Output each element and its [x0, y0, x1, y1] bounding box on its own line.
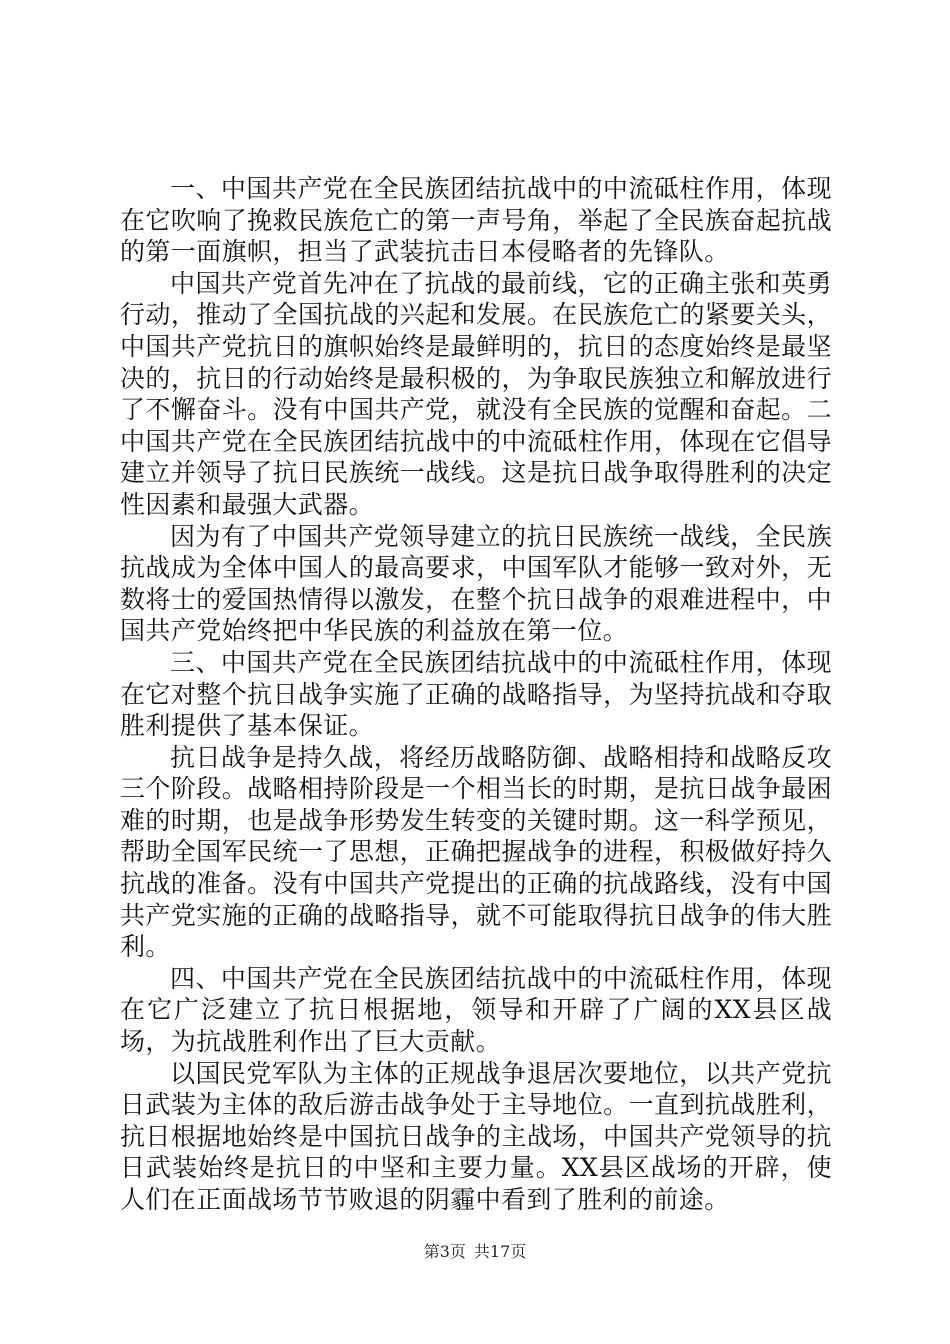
page-total: 共17页 — [473, 1242, 527, 1261]
page-footer — [0, 1242, 950, 1262]
paragraph: 因为有了中国共产党领导建立的抗日民族统一战线，全民族抗战成为全体中国人的最高要求，中国军队才能够一致对外，无数将士的爱国热情得以激发，在整个抗日战争的艰难进程中，中国共产党始终把中华民族的利益放在第一位。 — [120, 521, 832, 646]
paragraph: 一、中国共产党在全民族团结抗战中的中流砥柱作用，体现在它吹响了挽救民族危亡的第一声号角，举起了全民族奋起抗战的第一面旗帜，担当了武装抗击日本侵略者的先锋队。 — [120, 174, 832, 267]
page-number: 第3页 — [423, 1242, 466, 1261]
paragraph: 四、中国共产党在全民族团结抗战中的中流砥柱作用，体现在它广泛建立了抗日根据地，领导和开辟了广阔的XX县区战场，为抗战胜利作出了巨大贡献。 — [120, 963, 832, 1057]
paragraph: 三、中国共产党在全民族团结抗战中的中流砥柱作用，体现在它对整个抗日战争实施了正确的战略指导，为坚持抗战和夺取胜利提供了基本保证。 — [120, 647, 832, 741]
document-body — [120, 173, 832, 1216]
paragraph: 以国民党军队为主体的正规战争退居次要地位，以共产党抗日武装为主体的敌后游击战争处于主导地位。一直到抗战胜利，抗日根据地始终是中国抗日战争的主战场，中国共产党领导的抗日武装始终是抗日的中坚和主要力量。XX县区战场的开辟，使人们在正面战场节节败退的阴霾中看到了胜利的前途。 — [120, 1058, 832, 1214]
paragraph: 中国共产党首先冲在了抗战的最前线，它的正确主张和英勇行动，推动了全国抗战的兴起和发展。在民族危亡的紧要关头，中国共产党抗日的旗帜始终是最鲜明的，抗日的态度始终是最坚决的，抗日的行动始终是最积极的，为争取民族独立和解放进行了不懈奋斗。没有中国共产党，就没有全民族的觉醒和奋起。二中国共产党在全民族团结抗战中的中流砥柱作用，体现在它倡导建立并领导了抗日民族统一战线。这是抗日战争取得胜利的决定性因素和最强大武器。 — [120, 268, 832, 519]
paragraph: 抗日战争是持久战，将经历战略防御、战略相持和战略反攻三个阶段。战略相持阶段是一个相当长的时期，是抗日战争最困难的时期，也是战争形势发生转变的关键时期。这一科学预见，帮助全国军民统一了思想，正确把握战争的进程，积极做好持久抗战的准备。没有中国共产党提出的正确的抗战路线，没有中国共产党实施的正确的战略指导，就不可能取得抗日战争的伟大胜利。 — [120, 742, 832, 962]
